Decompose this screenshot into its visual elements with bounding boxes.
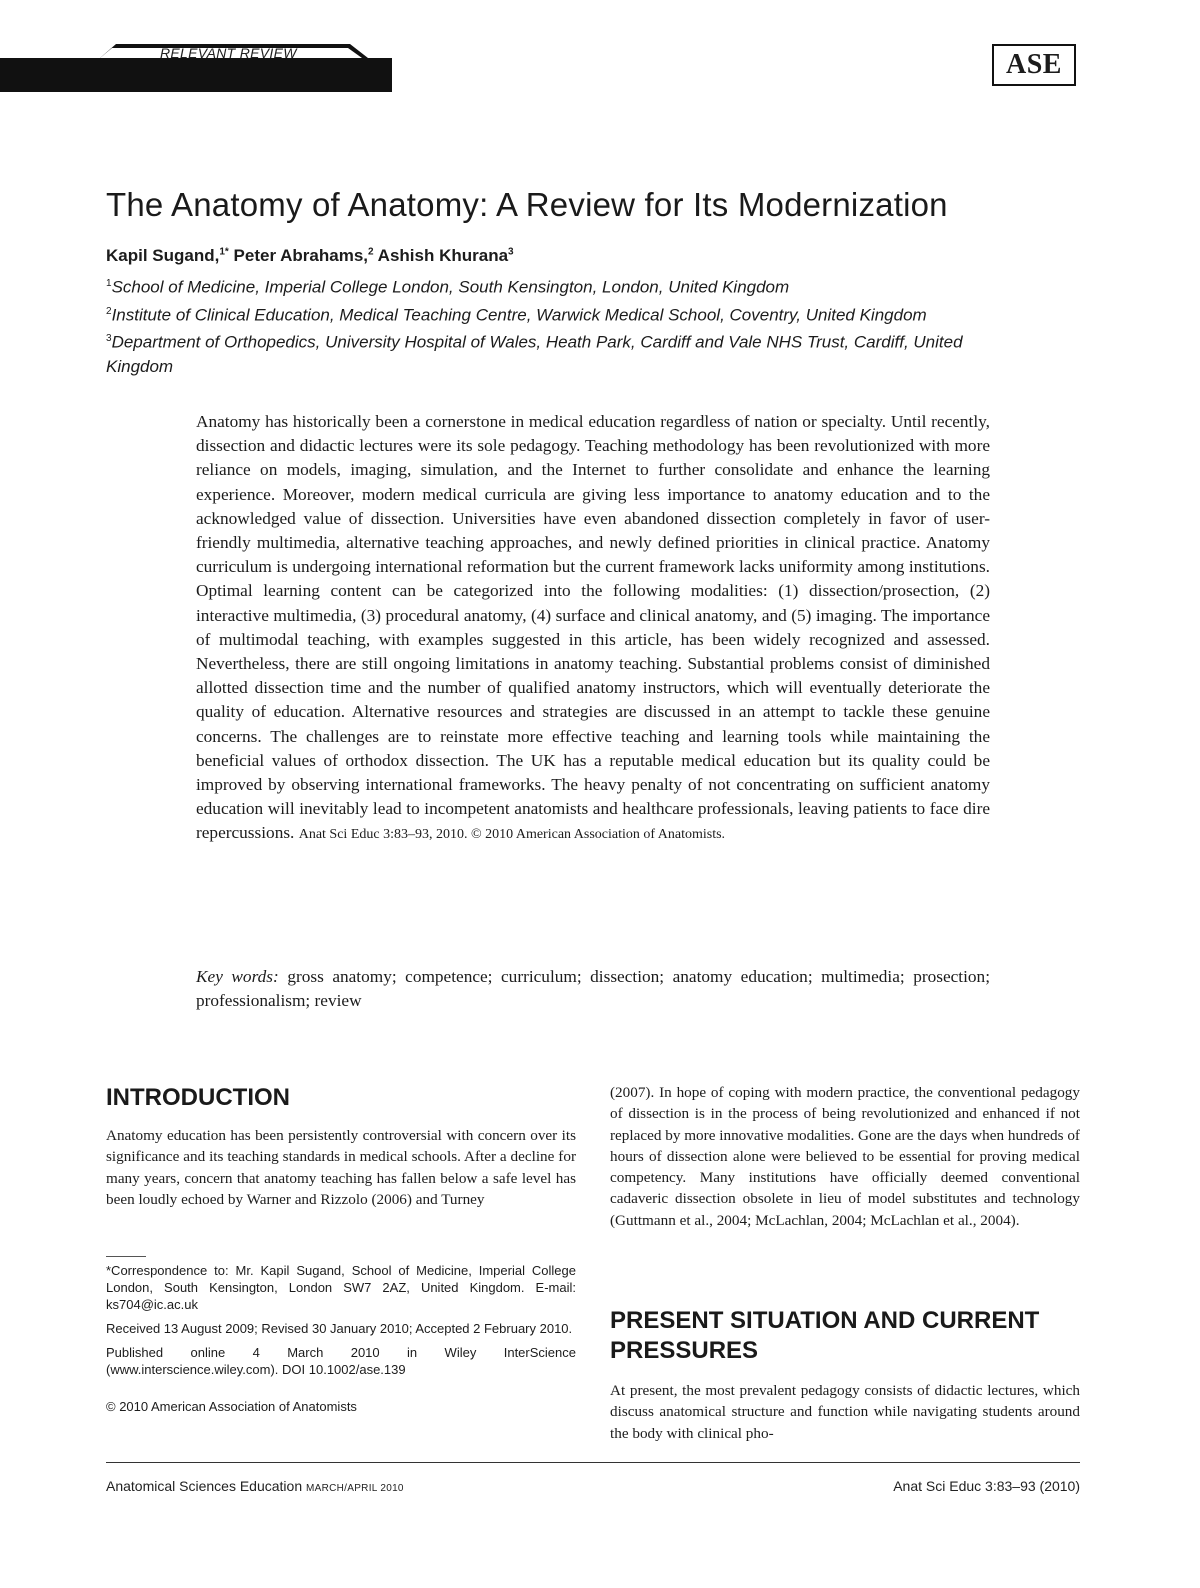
affiliation-text: Institute of Clinical Education, Medical Teaching Centre, Warwick Medical School, Coventry, United Kingdom	[111, 305, 927, 325]
copyright-note: © 2010 American Association of Anatomists	[106, 1399, 357, 1414]
introduction-text: Anatomy education has been persistently controversial with concern over its significance and its teaching standards in medical schools. After a decline for many years, concern that anatomy teaching has fallen below a safe level has been loudly echoed by Warner and Rizzolo (2006) and Turney	[106, 1127, 576, 1208]
author-name: Ashish Khurana	[377, 246, 509, 265]
article-title: The Anatomy of Anatomy: A Review for Its Modernization	[106, 186, 948, 223]
right-column	[610, 1082, 1080, 1231]
publication-note: Published online 4 March 2010 in Wiley InterScience (www.interscience.wiley.com). DOI 10.1002/ase.139	[106, 1345, 576, 1377]
affiliation-number: 2	[106, 305, 112, 317]
author-list	[106, 246, 1106, 266]
abstract	[196, 410, 990, 848]
received-dates: Received 13 August 2009; Revised 30 January 2010; Accepted 2 February 2010.	[106, 1321, 573, 1336]
affiliation	[106, 272, 1106, 300]
introduction-heading: INTRODUCTION	[106, 1084, 290, 1111]
affiliation	[106, 327, 966, 379]
affiliation-number: 1	[106, 278, 112, 289]
keywords	[196, 965, 990, 1013]
keywords-text: gross anatomy; competence; curriculum; dissection; anatomy education; multimedia; prosection; professionalism; review	[196, 967, 990, 1010]
author-mark: 3	[508, 246, 514, 258]
introduction-continued-text: (2007). In hope of coping with modern practice, the conventional pedagogy of dissection is in the process of being revolutionized and enhanced if not replaced by more innovative modalities. Gone are the days when hundreds of hours of dissection alone were believed to be essential for proving medical competency. Many institutions have officially deemed conventional cadaveric dissection obsolete in lieu of model substitutes and technology (Guttmann et al., 2004; McLachlan, 2004; McLachlan et al., 2004).	[610, 1084, 1080, 1229]
affiliation-number: 3	[106, 333, 112, 345]
abstract-citation: Anat Sci Educ 3:83–93, 2010. © 2010 American Association of Anatomists.	[298, 827, 726, 843]
abstract-text: Anatomy has historically been a cornerstone in medical education regardless of nation or specialty. Until recently, dissection and didactic lectures were its sole pedagogy. Teaching methodology has been revolutionized with more reliance on models, imaging, simulation, and the Internet to further consolidate and enhance the learning experience. Moreover, modern medical curricula are giving less importance to anatomy education and to the acknowledged value of dissection. Universities have even abandoned dissection completely in favor of user-friendly multimedia, alternative teaching approaches, and newly defined priorities in clinical practice. Anatomy curriculum is undergoing international reformation but the current framework lacks uniformity among institutions. Optimal learning content can be categorized into the following modalities: (1) dissection/prosection, (2) interactive multimedia, (3) procedural anatomy, (4) surface and clinical anatomy, and (5) imaging. The importance of multimodal teaching, with examples suggested in this article, has been widely recognized and assessed. Nevertheless, there are still ongoing limitations in anatomy teaching. Substantial problems consist of diminished allotted dissection time and the number of qualified anatomy instructors, which will eventually deteriorate the quality of education. Alternative resources and strategies are discussed in an attempt to tackle these genuine concerns. The challenges are to reinstate more effective teaching and learning tools while maintaining the beneficial values of orthodox dissection. The UK has a reputable medical education but its quality could be improved by observing international frameworks. The heavy penalty of not concentrating on sufficient anatomy education will inevitably lead to incompetent anatomists and healthcare professionals, leaving patients to face dire repercussions.	[196, 412, 990, 843]
footnote-divider	[106, 1256, 146, 1257]
footer-issue: MARCH/APRIL 2010	[306, 1483, 404, 1494]
affiliation	[106, 300, 1106, 328]
author-mark: 2	[368, 246, 374, 258]
affiliation-text: Department of Orthopedics, University Hospital of Wales, Heath Park, Cardiff and Vale NHS Trust, Cardiff, United Kingdom	[106, 332, 963, 376]
footer-citation: Anat Sci Educ 3:83–93 (2010)	[893, 1478, 1080, 1494]
keywords-label: Key words:	[196, 967, 279, 986]
author-name: Kapil Sugand,	[106, 246, 220, 265]
affiliation-text: School of Medicine, Imperial College London, South Kensington, London, United Kingdom	[111, 277, 790, 297]
affiliation-list	[106, 272, 1106, 379]
present-situation-heading: PRESENT SITUATION AND CURRENT PRESSURES	[610, 1307, 1040, 1364]
section-label: RELEVANT REVIEW	[160, 45, 297, 61]
journal-logo: ASE	[992, 44, 1076, 86]
footer-journal-name: Anatomical Sciences Education	[106, 1478, 303, 1494]
correspondence-note: *Correspondence to: Mr. Kapil Sugand, School of Medicine, Imperial College London, South Kensington, London SW7 2AZ, United Kingdom. E-mail: ks704@ic.ac.uk	[106, 1263, 576, 1312]
author-name: Peter Abrahams,	[233, 246, 369, 265]
author-mark: 1*	[219, 246, 229, 258]
footer-divider	[106, 1462, 1080, 1463]
left-column	[106, 1082, 576, 1210]
footnotes	[106, 1262, 576, 1422]
footer-journal	[106, 1478, 404, 1494]
present-situation-text: At present, the most prevalent pedagogy consists of didactic lectures, which discuss anatomical structure and function while navigating students around the body with clinical pho-	[610, 1382, 1080, 1442]
